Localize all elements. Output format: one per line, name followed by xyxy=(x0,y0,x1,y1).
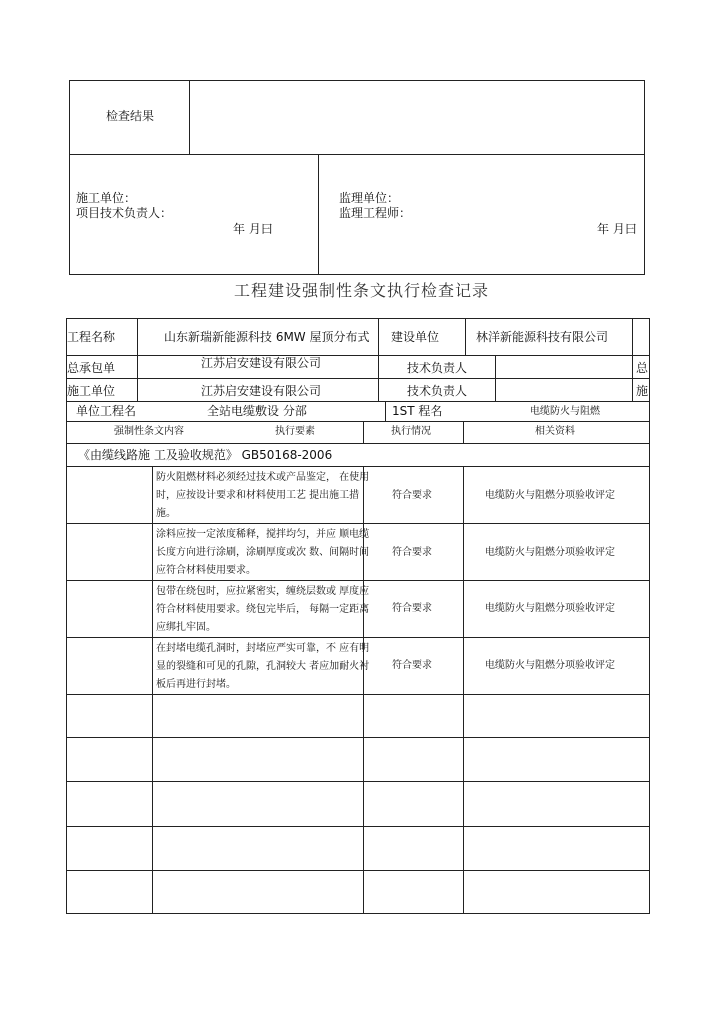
supervising-engineer-label: 监理工程师： xyxy=(339,206,412,220)
col-divider xyxy=(137,318,138,355)
top-table-divider xyxy=(318,154,319,275)
construction-unit-label: 施工单位： xyxy=(76,191,137,205)
col-divider xyxy=(378,355,379,401)
row-divider xyxy=(66,421,650,422)
general-contractor-label: 总承包单 xyxy=(67,361,116,375)
col-divider xyxy=(363,421,364,443)
status-value: 符合要求 xyxy=(392,603,432,614)
row-divider xyxy=(66,694,650,695)
clause-text: 在封堵电缆孔洞时，封堵应严实可靠，不 应有明显的裂缝和可见的孔隙，孔洞较大 者应加耐火衬板后再进行封堵。 xyxy=(156,643,370,690)
column-header-status: 执行情况 xyxy=(391,426,431,437)
top-table xyxy=(69,80,645,275)
row-divider xyxy=(66,355,650,356)
clause-text: 防火阻燃材料必须经过技术或产品鉴定， 在使用时，应按设计要求和材料使用工艺 提出施工措施。 xyxy=(156,472,370,519)
project-tech-lead-label: 项目技术负责人： xyxy=(76,206,173,220)
row-divider xyxy=(66,466,650,467)
clause-text: 涂料应按一定浓度稀释，搅拌均匀，并应 顺电缆长度方向进行涂刷，涂刷厚度或次 数、间隔时间应符合材料使用要求。 xyxy=(156,529,370,576)
column-header-materials: 相关资料 xyxy=(535,426,575,437)
material-value: 电缆防火与阻燃分项验收评定 xyxy=(485,603,615,614)
column-header-content: 强制性条文内容 xyxy=(114,426,184,437)
document-title: 工程建设强制性条文执行检查记录 xyxy=(234,281,490,300)
col-divider xyxy=(463,421,464,443)
row-divider xyxy=(66,637,650,638)
unit-project-value: 全站电缆敷设 分部 xyxy=(207,404,307,418)
col-divider xyxy=(632,355,633,401)
material-value: 电缆防火与阻燃分项验收评定 xyxy=(485,547,615,558)
status-value: 符合要求 xyxy=(392,660,432,671)
supervision-unit-label: 监理单位： xyxy=(339,191,400,205)
clause-text: 包带在绕包时，应拉紧密实，缠绕层数或 厚度应符合材料使用要求。绕包完毕后， 每隔一定距离应绑扎牢固。 xyxy=(156,586,370,633)
col-divider xyxy=(463,466,464,914)
cut-off-edge-text: 施 xyxy=(636,384,649,398)
construction-unit-value: 江苏启安建设有限公司 xyxy=(201,384,322,398)
sub-project-value: 电缆防火与阻燃 xyxy=(530,406,600,417)
material-value: 电缆防火与阻燃分项验收评定 xyxy=(485,490,615,501)
standard-reference: 《由缆线路施 工及验收规范》 GB50168-2006 xyxy=(78,448,333,462)
general-contractor-value: 江苏启安建设有限公司 xyxy=(201,356,322,370)
row-divider xyxy=(66,781,650,782)
col-divider xyxy=(632,318,633,355)
cut-off-edge-text: 总 xyxy=(636,361,649,375)
construction-unit-label: 施工单位 xyxy=(67,384,116,398)
project-name-value: 山东新瑞新能源科技 6MW 屋顶分布式 xyxy=(164,330,370,344)
build-unit-value: 林洋新能源科技有限公司 xyxy=(476,330,609,344)
sub-project-label: 1ST 程名 xyxy=(392,404,443,418)
tech-lead-label: 技术负责人 xyxy=(407,384,468,398)
unit-project-label: 单位工程名 xyxy=(76,404,137,418)
row-divider xyxy=(66,737,650,738)
col-divider xyxy=(495,355,496,401)
row-divider xyxy=(66,523,650,524)
top-table-divider xyxy=(69,154,645,155)
row-divider xyxy=(66,443,650,444)
column-header-elements: 执行要素 xyxy=(275,426,315,437)
row-divider xyxy=(66,826,650,827)
result-label: 检查结果 xyxy=(106,109,155,123)
status-value: 符合要求 xyxy=(392,490,432,501)
col-divider xyxy=(385,401,386,421)
row-divider xyxy=(66,378,650,379)
status-value: 符合要求 xyxy=(392,547,432,558)
col-divider xyxy=(378,318,379,355)
row-divider xyxy=(66,870,650,871)
row-divider xyxy=(66,401,650,402)
row-divider xyxy=(66,580,650,581)
signing-date: 年 月曰 xyxy=(597,222,637,236)
col-divider xyxy=(137,355,138,401)
top-table-divider xyxy=(189,80,190,154)
project-name-label: 工程名称 xyxy=(67,330,116,344)
col-divider xyxy=(465,318,466,355)
col-divider xyxy=(152,466,153,914)
build-unit-label: 建设单位 xyxy=(391,330,440,344)
tech-lead-label: 技术负责人 xyxy=(407,361,468,375)
material-value: 电缆防火与阻燃分项验收评定 xyxy=(485,660,615,671)
signing-date: 年 月曰 xyxy=(233,222,273,236)
